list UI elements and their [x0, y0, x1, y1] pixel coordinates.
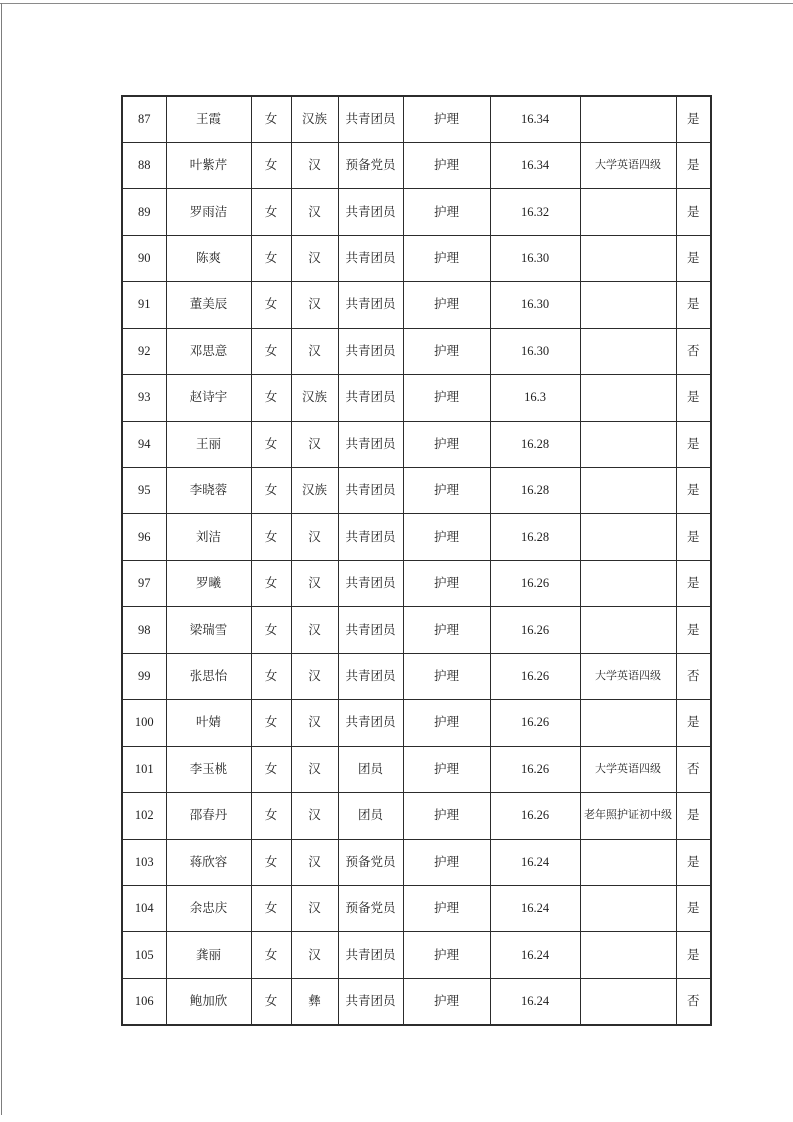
- cell-ethnicity: 汉: [291, 142, 338, 188]
- cell-index: 100: [122, 700, 166, 746]
- cell-index: 91: [122, 282, 166, 328]
- cell-index: 105: [122, 932, 166, 978]
- cell-score: 16.34: [490, 142, 580, 188]
- cell-certificate: [580, 700, 676, 746]
- cell-score: 16.32: [490, 189, 580, 235]
- cell-ethnicity: 汉族: [291, 375, 338, 421]
- cell-qualified: 是: [676, 282, 711, 328]
- cell-index: 98: [122, 607, 166, 653]
- cell-name: 李晓蓉: [166, 468, 251, 514]
- table-row: [122, 607, 711, 653]
- cell-score: 16.26: [490, 607, 580, 653]
- table-row: [122, 700, 711, 746]
- cell-index: 102: [122, 793, 166, 839]
- cell-certificate: [580, 514, 676, 560]
- cell-certificate: [580, 189, 676, 235]
- cell-major: 护理: [403, 142, 490, 188]
- cell-major: 护理: [403, 514, 490, 560]
- cell-major: 护理: [403, 700, 490, 746]
- table-body: [122, 96, 711, 1025]
- cell-major: 护理: [403, 421, 490, 467]
- cell-political_status: 共青团员: [338, 932, 403, 978]
- table-row: [122, 514, 711, 560]
- cell-major: 护理: [403, 328, 490, 374]
- cell-political_status: 团员: [338, 793, 403, 839]
- cell-gender: 女: [251, 885, 291, 931]
- cell-ethnicity: 汉: [291, 932, 338, 978]
- cell-name: 叶紫芹: [166, 142, 251, 188]
- cell-political_status: 共青团员: [338, 328, 403, 374]
- cell-name: 罗雨洁: [166, 189, 251, 235]
- cell-ethnicity: 汉: [291, 607, 338, 653]
- cell-name: 鲍加欣: [166, 978, 251, 1024]
- cell-qualified: 是: [676, 839, 711, 885]
- cell-major: 护理: [403, 932, 490, 978]
- table-row: [122, 978, 711, 1024]
- cell-certificate: [580, 235, 676, 281]
- cell-gender: 女: [251, 189, 291, 235]
- cell-name: 叶婧: [166, 700, 251, 746]
- cell-political_status: 共青团员: [338, 282, 403, 328]
- page-border-top-line: [0, 3, 793, 4]
- cell-qualified: 否: [676, 328, 711, 374]
- cell-ethnicity: 汉族: [291, 468, 338, 514]
- cell-name: 王霞: [166, 96, 251, 142]
- cell-certificate: [580, 421, 676, 467]
- cell-political_status: 共青团员: [338, 514, 403, 560]
- cell-ethnicity: 汉: [291, 700, 338, 746]
- table-row: [122, 142, 711, 188]
- cell-index: 87: [122, 96, 166, 142]
- cell-political_status: 团员: [338, 746, 403, 792]
- table-row: [122, 235, 711, 281]
- cell-certificate: [580, 468, 676, 514]
- table-row: [122, 189, 711, 235]
- cell-score: 16.26: [490, 560, 580, 606]
- cell-certificate: [580, 607, 676, 653]
- cell-gender: 女: [251, 96, 291, 142]
- cell-political_status: 共青团员: [338, 375, 403, 421]
- cell-index: 106: [122, 978, 166, 1024]
- cell-major: 护理: [403, 885, 490, 931]
- cell-political_status: 共青团员: [338, 978, 403, 1024]
- cell-qualified: 是: [676, 932, 711, 978]
- cell-ethnicity: 汉: [291, 282, 338, 328]
- cell-gender: 女: [251, 235, 291, 281]
- cell-gender: 女: [251, 421, 291, 467]
- cell-qualified: 是: [676, 235, 711, 281]
- table-row: [122, 653, 711, 699]
- cell-gender: 女: [251, 375, 291, 421]
- cell-major: 护理: [403, 375, 490, 421]
- cell-qualified: 是: [676, 96, 711, 142]
- table-row: [122, 932, 711, 978]
- table-row: [122, 560, 711, 606]
- cell-qualified: 是: [676, 514, 711, 560]
- cell-political_status: 预备党员: [338, 885, 403, 931]
- cell-political_status: 共青团员: [338, 468, 403, 514]
- cell-name: 李玉桃: [166, 746, 251, 792]
- cell-ethnicity: 汉: [291, 885, 338, 931]
- cell-gender: 女: [251, 746, 291, 792]
- cell-score: 16.28: [490, 421, 580, 467]
- cell-political_status: 共青团员: [338, 421, 403, 467]
- cell-major: 护理: [403, 468, 490, 514]
- cell-score: 16.30: [490, 235, 580, 281]
- cell-ethnicity: 汉: [291, 189, 338, 235]
- cell-ethnicity: 汉: [291, 328, 338, 374]
- cell-major: 护理: [403, 96, 490, 142]
- cell-ethnicity: 汉: [291, 793, 338, 839]
- cell-certificate: [580, 560, 676, 606]
- cell-certificate: [580, 839, 676, 885]
- cell-qualified: 是: [676, 142, 711, 188]
- cell-name: 王丽: [166, 421, 251, 467]
- cell-name: 邵春丹: [166, 793, 251, 839]
- cell-certificate: [580, 96, 676, 142]
- cell-ethnicity: 汉族: [291, 96, 338, 142]
- cell-index: 99: [122, 653, 166, 699]
- cell-ethnicity: 汉: [291, 514, 338, 560]
- cell-gender: 女: [251, 839, 291, 885]
- cell-gender: 女: [251, 328, 291, 374]
- cell-score: 16.24: [490, 978, 580, 1024]
- cell-qualified: 否: [676, 746, 711, 792]
- cell-gender: 女: [251, 468, 291, 514]
- cell-major: 护理: [403, 235, 490, 281]
- table-row: [122, 468, 711, 514]
- cell-major: 护理: [403, 978, 490, 1024]
- cell-ethnicity: 汉: [291, 560, 338, 606]
- cell-certificate: [580, 932, 676, 978]
- page-border-left-line: [1, 3, 2, 1115]
- cell-score: 16.34: [490, 96, 580, 142]
- cell-qualified: 是: [676, 468, 711, 514]
- cell-score: 16.26: [490, 746, 580, 792]
- cell-political_status: 共青团员: [338, 607, 403, 653]
- cell-qualified: 是: [676, 793, 711, 839]
- cell-index: 97: [122, 560, 166, 606]
- cell-score: 16.24: [490, 885, 580, 931]
- cell-major: 护理: [403, 282, 490, 328]
- cell-score: 16.26: [490, 793, 580, 839]
- cell-major: 护理: [403, 746, 490, 792]
- cell-name: 赵诗宇: [166, 375, 251, 421]
- cell-index: 101: [122, 746, 166, 792]
- cell-name: 龚丽: [166, 932, 251, 978]
- cell-score: 16.30: [490, 328, 580, 374]
- cell-political_status: 共青团员: [338, 700, 403, 746]
- cell-name: 梁瑞雪: [166, 607, 251, 653]
- cell-certificate: [580, 978, 676, 1024]
- cell-certificate: 大学英语四级: [580, 653, 676, 699]
- table-row: [122, 421, 711, 467]
- table-row: [122, 839, 711, 885]
- cell-ethnicity: 汉: [291, 839, 338, 885]
- cell-certificate: 老年照护证初中级: [580, 793, 676, 839]
- cell-certificate: [580, 375, 676, 421]
- cell-gender: 女: [251, 653, 291, 699]
- cell-index: 103: [122, 839, 166, 885]
- cell-certificate: [580, 282, 676, 328]
- cell-gender: 女: [251, 978, 291, 1024]
- cell-political_status: 共青团员: [338, 189, 403, 235]
- cell-political_status: 预备党员: [338, 839, 403, 885]
- cell-index: 92: [122, 328, 166, 374]
- data-table: [121, 95, 712, 1026]
- cell-political_status: 共青团员: [338, 653, 403, 699]
- cell-score: 16.26: [490, 700, 580, 746]
- cell-qualified: 是: [676, 560, 711, 606]
- cell-name: 罗曦: [166, 560, 251, 606]
- cell-ethnicity: 汉: [291, 653, 338, 699]
- cell-political_status: 共青团员: [338, 235, 403, 281]
- cell-name: 刘洁: [166, 514, 251, 560]
- cell-name: 张思怡: [166, 653, 251, 699]
- cell-gender: 女: [251, 932, 291, 978]
- cell-political_status: 预备党员: [338, 142, 403, 188]
- cell-index: 93: [122, 375, 166, 421]
- cell-ethnicity: 彝: [291, 978, 338, 1024]
- cell-name: 余忠庆: [166, 885, 251, 931]
- cell-political_status: 共青团员: [338, 96, 403, 142]
- cell-gender: 女: [251, 607, 291, 653]
- cell-major: 护理: [403, 560, 490, 606]
- cell-qualified: 是: [676, 375, 711, 421]
- cell-score: 16.28: [490, 468, 580, 514]
- cell-ethnicity: 汉: [291, 235, 338, 281]
- cell-gender: 女: [251, 514, 291, 560]
- cell-gender: 女: [251, 793, 291, 839]
- cell-gender: 女: [251, 560, 291, 606]
- cell-gender: 女: [251, 700, 291, 746]
- cell-index: 94: [122, 421, 166, 467]
- cell-major: 护理: [403, 793, 490, 839]
- cell-qualified: 否: [676, 653, 711, 699]
- cell-major: 护理: [403, 653, 490, 699]
- cell-major: 护理: [403, 839, 490, 885]
- cell-score: 16.24: [490, 932, 580, 978]
- cell-qualified: 是: [676, 885, 711, 931]
- cell-score: 16.28: [490, 514, 580, 560]
- cell-score: 16.30: [490, 282, 580, 328]
- cell-certificate: [580, 328, 676, 374]
- cell-score: 16.3: [490, 375, 580, 421]
- cell-certificate: [580, 885, 676, 931]
- table-row: [122, 328, 711, 374]
- cell-index: 88: [122, 142, 166, 188]
- cell-score: 16.24: [490, 839, 580, 885]
- cell-name: 邓思意: [166, 328, 251, 374]
- table-row: [122, 793, 711, 839]
- cell-ethnicity: 汉: [291, 746, 338, 792]
- table-row: [122, 282, 711, 328]
- cell-gender: 女: [251, 282, 291, 328]
- cell-name: 陈爽: [166, 235, 251, 281]
- cell-index: 95: [122, 468, 166, 514]
- cell-certificate: 大学英语四级: [580, 746, 676, 792]
- table-row: [122, 96, 711, 142]
- cell-qualified: 是: [676, 700, 711, 746]
- cell-major: 护理: [403, 607, 490, 653]
- cell-certificate: 大学英语四级: [580, 142, 676, 188]
- cell-qualified: 是: [676, 607, 711, 653]
- cell-qualified: 是: [676, 421, 711, 467]
- cell-ethnicity: 汉: [291, 421, 338, 467]
- cell-qualified: 否: [676, 978, 711, 1024]
- cell-name: 董美辰: [166, 282, 251, 328]
- table-row: [122, 375, 711, 421]
- cell-score: 16.26: [490, 653, 580, 699]
- cell-name: 蒋欣容: [166, 839, 251, 885]
- cell-major: 护理: [403, 189, 490, 235]
- table-row: [122, 885, 711, 931]
- cell-political_status: 共青团员: [338, 560, 403, 606]
- cell-qualified: 是: [676, 189, 711, 235]
- cell-index: 90: [122, 235, 166, 281]
- cell-index: 104: [122, 885, 166, 931]
- cell-gender: 女: [251, 142, 291, 188]
- table-row: [122, 746, 711, 792]
- cell-index: 89: [122, 189, 166, 235]
- cell-index: 96: [122, 514, 166, 560]
